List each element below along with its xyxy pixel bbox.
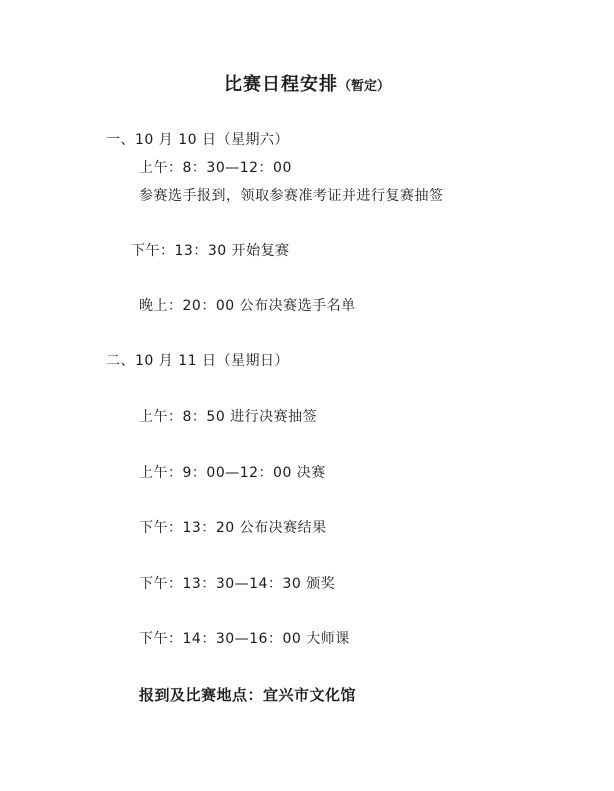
day1-item-evening: 晚上：20：00 公布决赛选手名单 — [139, 298, 356, 314]
title-main: 比赛日程安排 — [223, 74, 338, 95]
day1-heading: 一、10 月 10 日（星期六） — [106, 132, 289, 148]
venue-info: 报到及比赛地点：宜兴市文化馆 — [139, 686, 357, 704]
day1-item-checkin: 参赛选手报到，领取参赛准考证并进行复赛抽签 — [139, 188, 444, 204]
page-title — [0, 70, 614, 96]
day2-item-draw: 上午：8：50 进行决赛抽签 — [139, 409, 318, 425]
day2-item-masterclass: 下午：14：30—16：00 大师课 — [139, 631, 350, 647]
day2-item-awards: 下午：13：30—14：30 颁奖 — [139, 576, 336, 592]
day2-item-results: 下午：13：20 公布决赛结果 — [139, 520, 327, 536]
day1-item-afternoon: 下午：13：30 开始复赛 — [131, 243, 290, 259]
day2-heading: 二、10 月 11 日（星期日） — [106, 353, 289, 369]
day1-item-morning-time: 上午：8：30—12：00 — [139, 160, 292, 176]
day2-item-final: 上午：9：00—12：00 决赛 — [139, 465, 326, 481]
title-note: （暂定） — [337, 79, 390, 94]
